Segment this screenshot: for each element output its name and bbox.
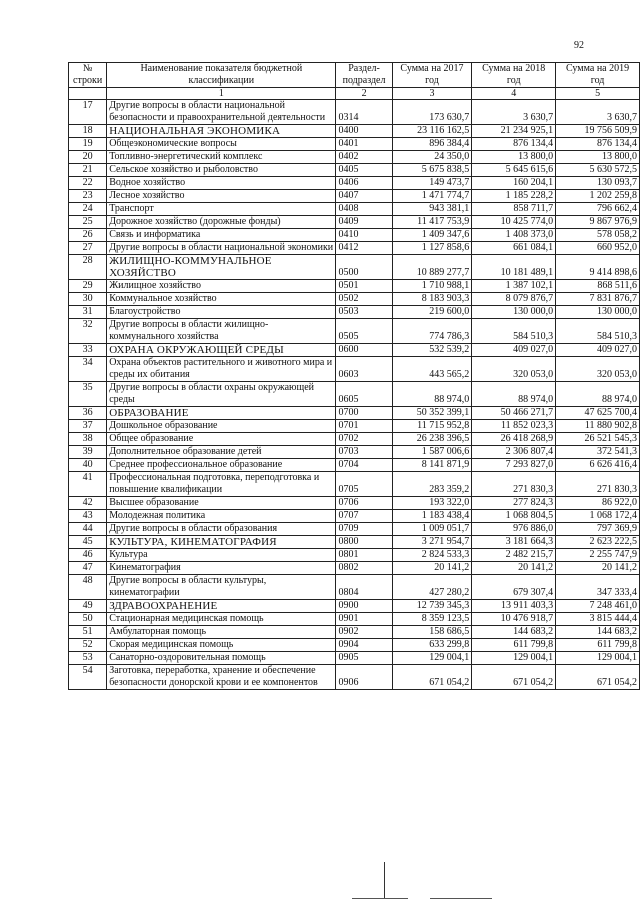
row-sum-2019: 130 000,0 [556,306,640,319]
row-sum-2017: 1 710 988,1 [392,280,472,293]
header-sum-2018: Сумма на 2018 год [472,63,556,88]
row-number: 53 [69,652,107,665]
row-sum-2019: 88 974,0 [556,382,640,407]
header-indicator-name: Наименование показателя бюджетной классификации [107,63,336,88]
row-name: НАЦИОНАЛЬНАЯ ЭКОНОМИКА [107,125,336,138]
table-row [69,407,640,420]
row-code: 0707 [336,510,392,523]
page-number: 92 [574,40,584,51]
row-sum-2017: 11 417 753,9 [392,216,472,229]
row-name: Другие вопросы в области национальной безопасности и правоохранительной деятельности [107,100,336,125]
row-code: 0409 [336,216,392,229]
row-sum-2017: 427 280,2 [392,575,472,600]
row-name: Амбулаторная помощь [107,626,336,639]
table-row [69,255,640,280]
table-row [69,319,640,344]
row-code: 0400 [336,125,392,138]
row-name: КУЛЬТУРА, КИНЕМАТОГРАФИЯ [107,536,336,549]
row-sum-2019: 584 510,3 [556,319,640,344]
row-name: Общеэкономические вопросы [107,138,336,151]
row-sum-2018: 7 293 827,0 [472,459,556,472]
table-row [69,626,640,639]
row-name: Заготовка, переработка, хранение и обеспечение безопасности донорской крови и ее компонентов [107,665,336,690]
row-code: 0705 [336,472,392,497]
row-sum-2017: 1 009 051,7 [392,523,472,536]
row-code: 0904 [336,639,392,652]
row-sum-2017: 5 675 838,5 [392,164,472,177]
row-number: 21 [69,164,107,177]
table-row [69,190,640,203]
row-name: Связь и информатика [107,229,336,242]
table-row [69,177,640,190]
row-sum-2018: 1 068 804,5 [472,510,556,523]
row-code: 0704 [336,459,392,472]
row-sum-2017: 443 565,2 [392,357,472,382]
row-number: 24 [69,203,107,216]
row-code: 0402 [336,151,392,164]
row-sum-2018: 10 425 774,0 [472,216,556,229]
row-number: 37 [69,420,107,433]
row-name: Благоустройство [107,306,336,319]
table-header-row [69,63,640,88]
row-name: Другие вопросы в области жилищно-коммунального хозяйства [107,319,336,344]
column-number-spacer [69,88,107,100]
column-number-2: 2 [336,88,392,100]
row-number: 30 [69,293,107,306]
row-sum-2017: 532 539,2 [392,344,472,357]
row-name: ЖИЛИЩНО-КОММУНАЛЬНОЕ ХОЗЯЙСТВО [107,255,336,280]
column-number-1: 1 [107,88,336,100]
row-number: 27 [69,242,107,255]
row-name: Среднее профессиональное образование [107,459,336,472]
row-number: 39 [69,446,107,459]
row-name: Общее образование [107,433,336,446]
budget-table [68,62,640,690]
row-code: 0505 [336,319,392,344]
row-sum-2017: 158 686,5 [392,626,472,639]
row-sum-2018: 13 800,0 [472,151,556,164]
row-sum-2018: 11 852 023,3 [472,420,556,433]
row-sum-2018: 584 510,3 [472,319,556,344]
row-number: 45 [69,536,107,549]
row-sum-2017: 149 473,7 [392,177,472,190]
row-code: 0605 [336,382,392,407]
row-sum-2018: 21 234 925,1 [472,125,556,138]
row-code: 0501 [336,280,392,293]
row-code: 0407 [336,190,392,203]
row-sum-2019: 409 027,0 [556,344,640,357]
row-sum-2017: 173 630,7 [392,100,472,125]
row-sum-2018: 671 054,2 [472,665,556,690]
row-code: 0600 [336,344,392,357]
table-row [69,125,640,138]
row-code: 0906 [336,665,392,690]
row-sum-2018: 976 886,0 [472,523,556,536]
row-code: 0701 [336,420,392,433]
table-row [69,203,640,216]
table-row [69,459,640,472]
row-name: Коммунальное хозяйство [107,293,336,306]
row-code: 0709 [336,523,392,536]
row-name: Сельское хозяйство и рыболовство [107,164,336,177]
table-row [69,549,640,562]
row-number: 49 [69,600,107,613]
row-sum-2018: 129 004,1 [472,652,556,665]
row-number: 44 [69,523,107,536]
row-sum-2018: 2 482 215,7 [472,549,556,562]
row-sum-2017: 219 600,0 [392,306,472,319]
row-sum-2019: 86 922,0 [556,497,640,510]
row-sum-2019: 9 867 976,9 [556,216,640,229]
row-sum-2019: 271 830,3 [556,472,640,497]
row-sum-2019: 320 053,0 [556,357,640,382]
row-code: 0412 [336,242,392,255]
row-number: 25 [69,216,107,229]
row-sum-2019: 1 068 172,4 [556,510,640,523]
table-row [69,420,640,433]
row-code: 0905 [336,652,392,665]
row-name: ОХРАНА ОКРУЖАЮЩЕЙ СРЕДЫ [107,344,336,357]
table-row [69,306,640,319]
table-row [69,164,640,177]
row-sum-2019: 9 414 898,6 [556,255,640,280]
column-number-row [69,88,640,100]
row-sum-2017: 11 715 952,8 [392,420,472,433]
row-sum-2018: 13 911 403,3 [472,600,556,613]
row-sum-2019: 3 630,7 [556,100,640,125]
row-sum-2019: 6 626 416,4 [556,459,640,472]
table-row [69,382,640,407]
row-name: Молодежная политика [107,510,336,523]
row-sum-2019: 5 630 572,5 [556,164,640,177]
row-sum-2017: 88 974,0 [392,382,472,407]
row-code: 0700 [336,407,392,420]
row-code: 0900 [336,600,392,613]
row-sum-2018: 26 418 268,9 [472,433,556,446]
row-sum-2017: 8 359 123,5 [392,613,472,626]
row-sum-2018: 320 053,0 [472,357,556,382]
column-number-4: 4 [472,88,556,100]
row-number: 34 [69,357,107,382]
row-name: Жилищное хозяйство [107,280,336,293]
table-row [69,138,640,151]
row-number: 51 [69,626,107,639]
row-number: 31 [69,306,107,319]
row-name: Дошкольное образование [107,420,336,433]
row-code: 0503 [336,306,392,319]
table-row [69,510,640,523]
row-code: 0804 [336,575,392,600]
row-number: 23 [69,190,107,203]
row-number: 18 [69,125,107,138]
row-name: Другие вопросы в области культуры, кинематографии [107,575,336,600]
table-row [69,562,640,575]
row-sum-2019: 3 815 444,4 [556,613,640,626]
row-sum-2017: 1 183 438,4 [392,510,472,523]
row-code: 0702 [336,433,392,446]
row-sum-2017: 50 352 399,1 [392,407,472,420]
row-sum-2019: 7 831 876,7 [556,293,640,306]
row-number: 41 [69,472,107,497]
row-name: Высшее образование [107,497,336,510]
row-number: 38 [69,433,107,446]
row-sum-2017: 129 004,1 [392,652,472,665]
table-row [69,600,640,613]
row-sum-2019: 129 004,1 [556,652,640,665]
row-name: Другие вопросы в области национальной экономики [107,242,336,255]
row-number: 50 [69,613,107,626]
table-row [69,523,640,536]
table-row [69,216,640,229]
row-sum-2019: 19 756 509,9 [556,125,640,138]
row-code: 0802 [336,562,392,575]
row-number: 32 [69,319,107,344]
row-sum-2017: 10 889 277,7 [392,255,472,280]
row-code: 0801 [336,549,392,562]
row-number: 54 [69,665,107,690]
row-sum-2018: 271 830,3 [472,472,556,497]
row-number: 47 [69,562,107,575]
row-sum-2017: 633 299,8 [392,639,472,652]
row-name: Лесное хозяйство [107,190,336,203]
row-sum-2019: 7 248 461,0 [556,600,640,613]
row-number: 28 [69,255,107,280]
row-sum-2019: 372 541,3 [556,446,640,459]
row-name: Дорожное хозяйство (дорожные фонды) [107,216,336,229]
row-name: Культура [107,549,336,562]
row-sum-2017: 283 359,2 [392,472,472,497]
table-row [69,100,640,125]
row-code: 0902 [336,626,392,639]
row-number: 29 [69,280,107,293]
row-number: 33 [69,344,107,357]
row-sum-2018: 2 306 807,4 [472,446,556,459]
row-sum-2019: 347 333,4 [556,575,640,600]
row-name: Другие вопросы в области образования [107,523,336,536]
row-sum-2018: 277 824,3 [472,497,556,510]
row-sum-2018: 1 387 102,1 [472,280,556,293]
row-number: 26 [69,229,107,242]
row-sum-2018: 409 027,0 [472,344,556,357]
row-number: 22 [69,177,107,190]
row-name: Топливно-энергетический комплекс [107,151,336,164]
table-row [69,151,640,164]
table-row [69,280,640,293]
row-sum-2017: 24 350,0 [392,151,472,164]
row-code: 0901 [336,613,392,626]
row-sum-2017: 26 238 396,5 [392,433,472,446]
row-code: 0401 [336,138,392,151]
row-name: Санаторно-оздоровительная помощь [107,652,336,665]
row-sum-2017: 193 322,0 [392,497,472,510]
row-sum-2017: 774 786,3 [392,319,472,344]
row-name: ОБРАЗОВАНИЕ [107,407,336,420]
row-sum-2018: 1 408 373,0 [472,229,556,242]
table-row [69,497,640,510]
row-sum-2017: 2 824 533,3 [392,549,472,562]
row-code: 0406 [336,177,392,190]
table-row [69,665,640,690]
row-sum-2018: 611 799,8 [472,639,556,652]
row-number: 52 [69,639,107,652]
footer-line-right [430,898,492,899]
row-name: Кинематография [107,562,336,575]
row-number: 43 [69,510,107,523]
row-sum-2018: 130 000,0 [472,306,556,319]
row-sum-2019: 671 054,2 [556,665,640,690]
row-name: Стационарная медицинская помощь [107,613,336,626]
row-name: ЗДРАВООХРАНЕНИЕ [107,600,336,613]
row-sum-2017: 671 054,2 [392,665,472,690]
row-sum-2019: 2 255 747,9 [556,549,640,562]
table-row [69,575,640,600]
row-sum-2017: 1 471 774,7 [392,190,472,203]
row-sum-2019: 876 134,4 [556,138,640,151]
footer-line-left [352,898,408,899]
row-code: 0500 [336,255,392,280]
header-sum-2019: Сумма на 2019 год [556,63,640,88]
table-row [69,446,640,459]
table-row [69,293,640,306]
row-sum-2019: 130 093,7 [556,177,640,190]
row-sum-2019: 20 141,2 [556,562,640,575]
row-sum-2019: 2 623 222,5 [556,536,640,549]
column-number-3: 3 [392,88,472,100]
row-sum-2018: 144 683,2 [472,626,556,639]
row-sum-2017: 8 141 871,9 [392,459,472,472]
row-code: 0408 [336,203,392,216]
row-code: 0314 [336,100,392,125]
row-sum-2017: 12 739 345,3 [392,600,472,613]
row-number: 36 [69,407,107,420]
row-number: 17 [69,100,107,125]
table-row [69,536,640,549]
row-sum-2019: 11 880 902,8 [556,420,640,433]
row-sum-2019: 1 202 259,8 [556,190,640,203]
row-name: Водное хозяйство [107,177,336,190]
row-sum-2017: 896 384,4 [392,138,472,151]
table-row [69,344,640,357]
row-sum-2018: 8 079 876,7 [472,293,556,306]
row-sum-2018: 679 307,4 [472,575,556,600]
fold-line [384,862,385,898]
row-sum-2017: 1 587 006,6 [392,446,472,459]
row-number: 19 [69,138,107,151]
row-name: Охрана объектов растительного и животного мира и среды их обитания [107,357,336,382]
table-row [69,613,640,626]
row-sum-2017: 3 271 954,7 [392,536,472,549]
row-code: 0703 [336,446,392,459]
row-sum-2018: 50 466 271,7 [472,407,556,420]
row-sum-2018: 88 974,0 [472,382,556,407]
row-sum-2018: 160 204,1 [472,177,556,190]
row-name: Профессиональная подготовка, переподготовка и повышение квалификации [107,472,336,497]
header-section-code: Раздел-подраздел [336,63,392,88]
row-sum-2017: 1 127 858,6 [392,242,472,255]
table-row [69,242,640,255]
row-sum-2018: 10 181 489,1 [472,255,556,280]
row-name: Дополнительное образование детей [107,446,336,459]
table-row [69,639,640,652]
row-sum-2019: 26 521 545,3 [556,433,640,446]
row-sum-2017: 20 141,2 [392,562,472,575]
row-sum-2019: 660 952,0 [556,242,640,255]
row-sum-2018: 5 645 615,6 [472,164,556,177]
row-sum-2019: 144 683,2 [556,626,640,639]
row-code: 0502 [336,293,392,306]
row-sum-2019: 796 662,4 [556,203,640,216]
row-sum-2019: 797 369,9 [556,523,640,536]
row-sum-2018: 3 181 664,3 [472,536,556,549]
row-number: 20 [69,151,107,164]
row-sum-2019: 578 058,2 [556,229,640,242]
column-number-5: 5 [556,88,640,100]
table-row [69,472,640,497]
row-code: 0405 [336,164,392,177]
table-row [69,652,640,665]
row-number: 35 [69,382,107,407]
row-sum-2018: 858 711,7 [472,203,556,216]
row-name: Скорая медицинская помощь [107,639,336,652]
row-code: 0706 [336,497,392,510]
row-code: 0410 [336,229,392,242]
row-sum-2017: 943 381,1 [392,203,472,216]
row-code: 0800 [336,536,392,549]
row-sum-2019: 868 511,6 [556,280,640,293]
row-sum-2018: 876 134,4 [472,138,556,151]
row-sum-2018: 1 185 228,2 [472,190,556,203]
row-sum-2019: 47 625 700,4 [556,407,640,420]
row-number: 46 [69,549,107,562]
header-row-number: № строки [69,63,107,88]
row-name: Транспорт [107,203,336,216]
table-row [69,229,640,242]
row-number: 42 [69,497,107,510]
row-sum-2018: 3 630,7 [472,100,556,125]
row-sum-2017: 23 116 162,5 [392,125,472,138]
table-body [69,100,640,690]
row-sum-2017: 8 183 903,3 [392,293,472,306]
row-sum-2018: 10 476 918,7 [472,613,556,626]
row-number: 48 [69,575,107,600]
row-sum-2019: 13 800,0 [556,151,640,164]
table-row [69,433,640,446]
row-sum-2017: 1 409 347,6 [392,229,472,242]
row-sum-2018: 661 084,1 [472,242,556,255]
row-sum-2019: 611 799,8 [556,639,640,652]
row-code: 0603 [336,357,392,382]
table-row [69,357,640,382]
row-number: 40 [69,459,107,472]
header-sum-2017: Сумма на 2017 год [392,63,472,88]
row-name: Другие вопросы в области охраны окружающей среды [107,382,336,407]
row-sum-2018: 20 141,2 [472,562,556,575]
